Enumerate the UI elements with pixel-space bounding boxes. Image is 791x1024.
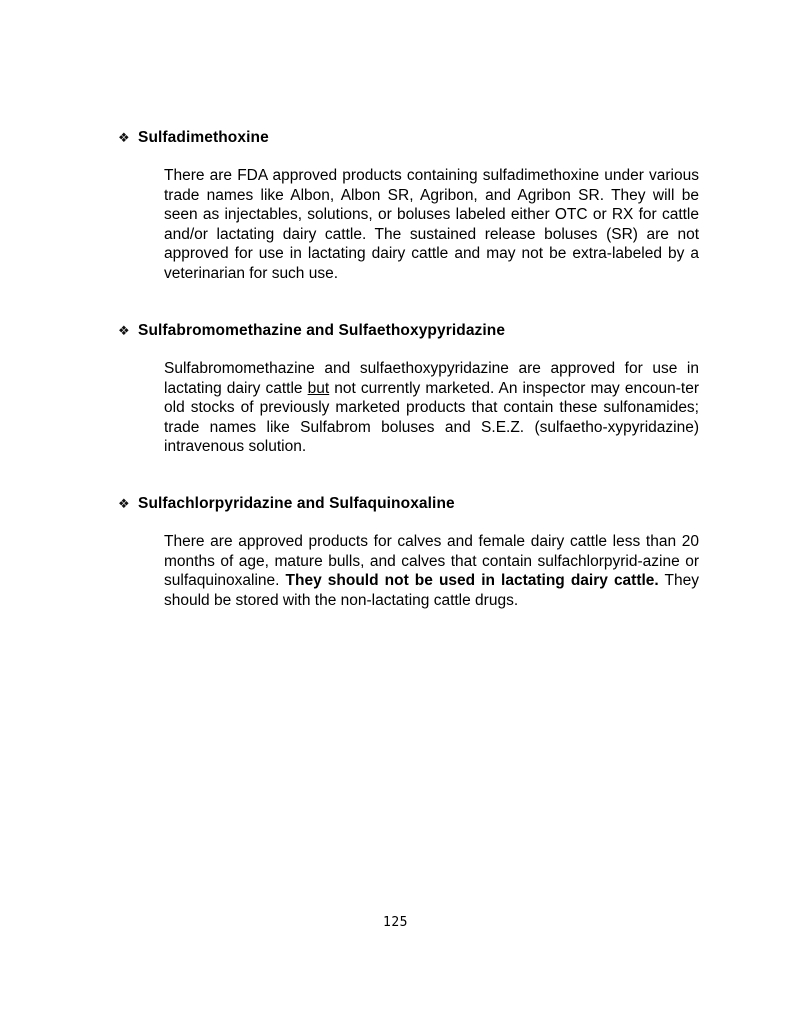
section-sulfachlorpyridazine (118, 493, 699, 610)
section-title: Sulfabromomethazine and Sulfaethoxypyridazine (138, 322, 506, 339)
section-paragraph (164, 166, 699, 284)
paragraph-text: They should be stored with the non-lactating cattle drugs. (164, 572, 699, 609)
diamond-bullet-icon: ❖ (118, 323, 130, 338)
section-paragraph (164, 359, 699, 457)
section-heading (118, 127, 699, 149)
section-sulfabromomethazine (118, 320, 699, 457)
diamond-bullet-icon: ❖ (118, 496, 130, 511)
underlined-emphasis: but (307, 379, 330, 397)
diamond-bullet-icon: ❖ (118, 130, 130, 145)
section-title: Sulfadimethoxine (138, 129, 269, 146)
section-heading (118, 493, 699, 515)
section-heading (118, 320, 699, 342)
paragraph-text: There are FDA approved products containing sulfadimethoxine under various trade names like Albon, Albon SR, Agribon, and Agribon SR. They will be seen as injectables, solutions, or boluses labeled either OTC or RX for cattle and/or lactating dairy cattle. The sustained release boluses (SR) are not approved for use in lactating dairy cattle and may not be extra-labeled by a veterinarian for such use. (164, 167, 699, 282)
section-paragraph (164, 532, 699, 610)
section-sulfadimethoxine (118, 127, 699, 284)
paragraph-text: Sulfabromomethazine and sulfaethoxypyridazine are approved for use in lactating dairy cattle (164, 360, 699, 397)
paragraph-text: not currently marketed. An inspector may encoun-ter old stocks of previously marketed products that contain these sulfonamides; trade names like Sulfabrom boluses and S.E.Z. (sulfaetho-xypyridazine) intravenous solution. (164, 379, 699, 456)
section-title: Sulfachlorpyridazine and Sulfaquinoxaline (138, 495, 455, 512)
bold-warning: They should not be used in lactating dairy cattle. (285, 572, 659, 590)
paragraph-text: There are approved products for calves and female dairy cattle less than 20 months of age, mature bulls, and calves that contain sulfachlorpyrid-azine or sulfaquinoxaline. (164, 533, 699, 590)
page-number: 125 (383, 915, 408, 930)
